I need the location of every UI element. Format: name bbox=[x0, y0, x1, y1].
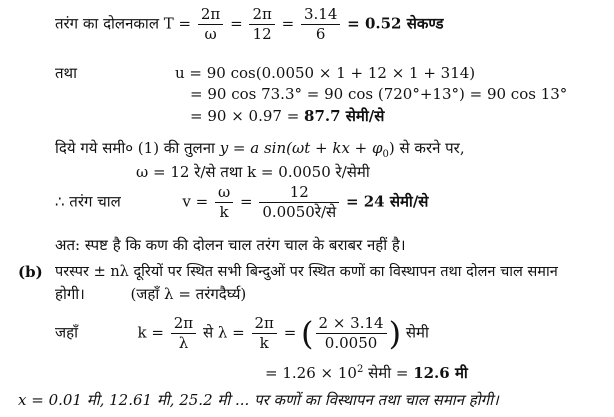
comparison-statement: दिये गये समी० (1) की तुलना y = a sin(ωt + kx + $\varphi_0$) से करने पर, bbox=[55, 139, 465, 160]
fraction-omega-k: $\frac{\omega}{k}$ bbox=[215, 185, 233, 220]
wave-speed-label: ∴ तरंग चाल bbox=[55, 192, 121, 211]
velocity-equation-2: = 90 cos 73.3° = 90 cos (720°+13°) = 90 cos 13° bbox=[190, 85, 568, 103]
velocity-equation-3: = 90 × 0.97 = 87.7 सेमी/से bbox=[190, 107, 385, 125]
fraction-2pi-omega: $\frac{2\pi}{\omega}$ bbox=[198, 7, 223, 42]
fraction-314-6: $\frac{3.14}{6}$ bbox=[301, 7, 340, 42]
wave-speed-equation: ∴ तरंग चाल v = $\frac{\omega}{k}$ = $\frac{12}{\text{0.0050रे/से}}$ = 24 सेमी/से bbox=[55, 183, 429, 221]
positions-statement: x = 0.01 मी, 12.61 मी, 25.2 मी ... पर कणों का विस्थापन तथा चाल समान होगी। bbox=[18, 391, 499, 409]
part-b-continuation: होगी। (जहाँ λ = तरंगदैर्घ्य) bbox=[55, 285, 247, 303]
wavelength-equation: जहाँ k = $\frac{2\pi}{\lambda}$ से λ = $\frac{2\pi}{k}$ = ( $\frac{2 \times 3.14}{0.0050}$ ) सेमी bbox=[55, 314, 429, 353]
part-b-statement: परस्पर ± nλ दूरियों पर स्थित सभी बिन्दुओं पर स्थित कणों का विस्थापन तथा दोलन चाल समान bbox=[55, 264, 558, 280]
wave-formula: y = a sin(ωt + kx + φ bbox=[219, 139, 383, 157]
fraction-2pi-12: $\frac{2\pi}{12}$ bbox=[249, 7, 274, 42]
part-b-label: (b) bbox=[18, 263, 43, 281]
wave-speed-result: = 24 सेमी/से bbox=[345, 192, 429, 211]
fraction-2pi-k: $\frac{2\pi}{k}$ bbox=[252, 316, 277, 351]
omega-k-values: ω = 12 रे/से तथा k = 0.0050 रे/सेमी bbox=[136, 163, 370, 181]
fraction-2pi-lambda: $\frac{2\pi}{\lambda}$ bbox=[171, 316, 196, 351]
period-equation: तरंग का दोलनकाल T = $\frac{2\pi}{\omega}$ = $\frac{2\pi}{12}$ = $\frac{3.14}{6}$ = 0.52 सेकण्ड bbox=[55, 5, 444, 43]
velocity-equation-1: u = 90 cos(0.0050 × 1 + 12 × 1 + 314) bbox=[175, 64, 476, 82]
fraction-628-0050: $\frac{2 \times 3.14}{0.0050}$ bbox=[316, 316, 387, 351]
velocity-label: तथा bbox=[55, 64, 78, 82]
conclusion-statement: अत: स्पष्ट है कि कण की दोलन चाल तरंग चाल के बराबर नहीं है। bbox=[55, 236, 406, 254]
period-result: = 0.52 सेकण्ड bbox=[347, 14, 444, 33]
velocity-result: 87.7 सेमी/से bbox=[304, 107, 385, 125]
wavelength-result: = $1.26 \times 10^2$ सेमी = 12.6 मी bbox=[265, 364, 468, 382]
fraction-12-k: $\frac{12}{\text{0.0050रे/से}}$ bbox=[259, 185, 339, 220]
wavelength-final: 12.6 मी bbox=[413, 364, 468, 382]
wavelength-definition: (जहाँ λ = तरंगदैर्घ्य) bbox=[130, 285, 247, 303]
period-label: तरंग का दोलनकाल T = bbox=[55, 14, 192, 33]
